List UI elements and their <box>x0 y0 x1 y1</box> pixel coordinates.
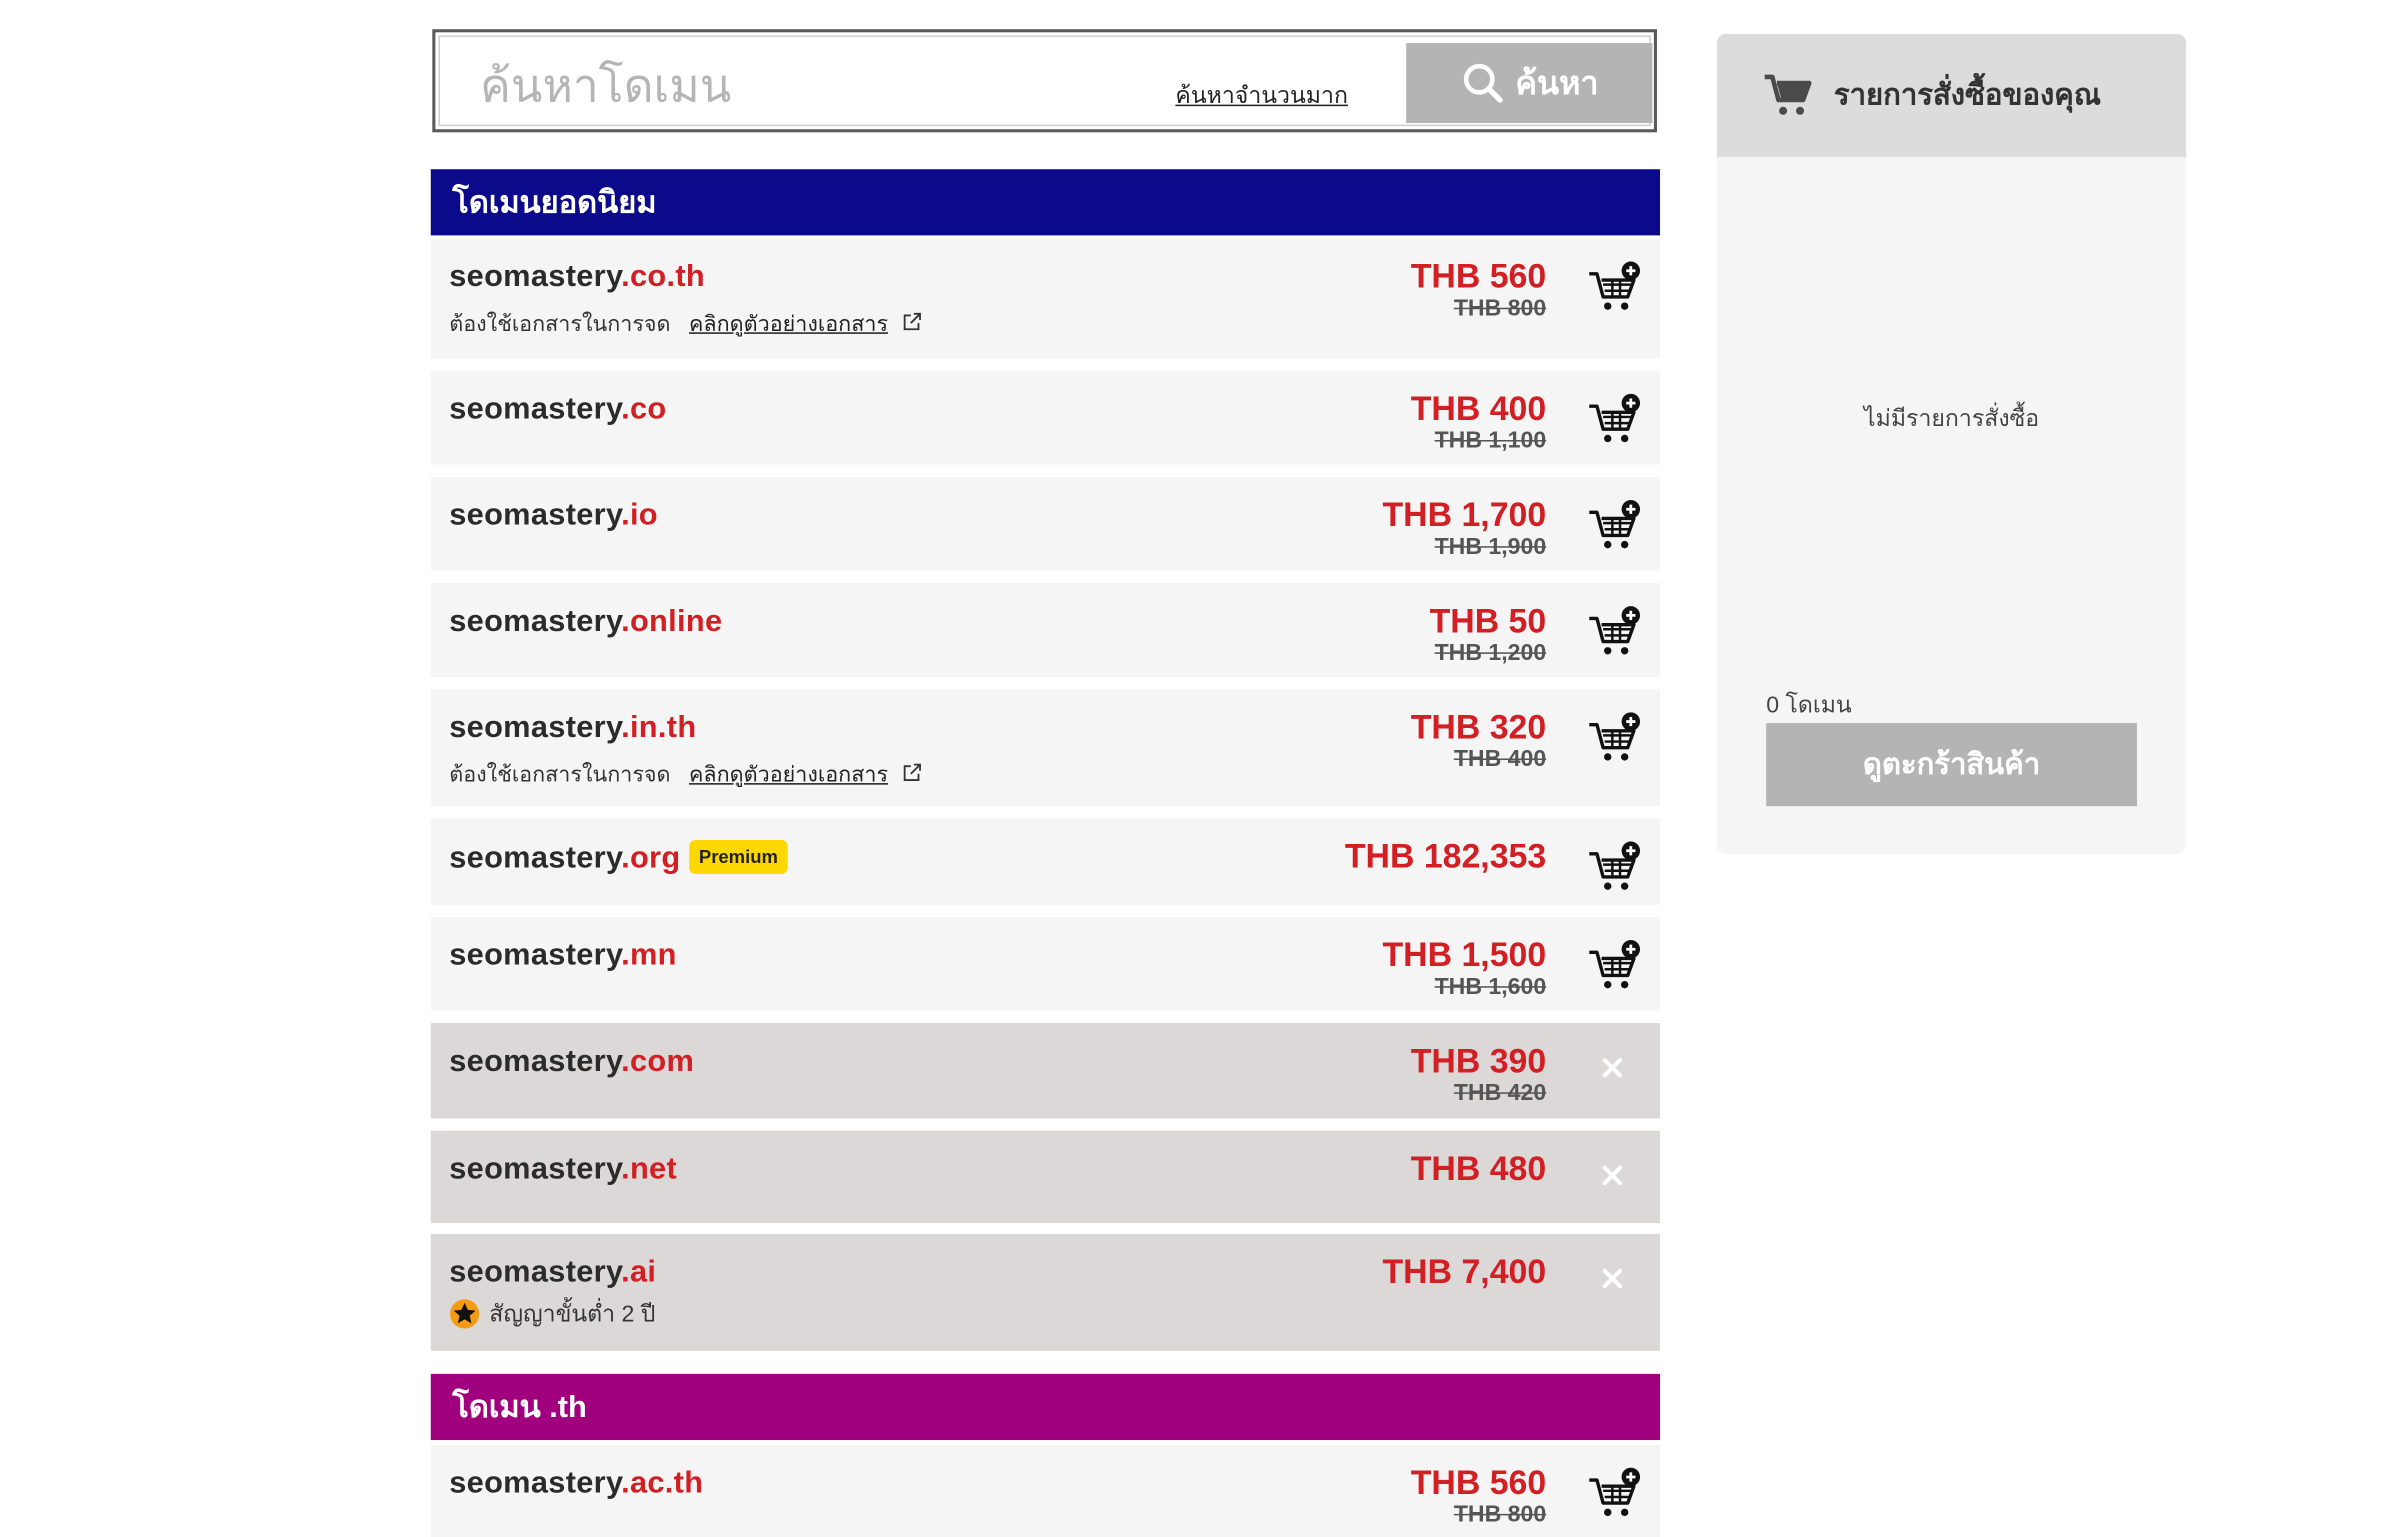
document-required-note <box>449 758 922 792</box>
domain-label: seomastery <box>449 604 622 639</box>
add-to-cart-icon[interactable] <box>1586 1466 1641 1521</box>
order-summary-panel <box>1717 34 2186 854</box>
add-to-cart-icon[interactable] <box>1586 840 1641 895</box>
price-block <box>1383 1252 1547 1292</box>
domain-search-box <box>432 29 1657 132</box>
original-price: THB 800 <box>1453 1501 1547 1528</box>
current-price: THB 390 <box>1410 1041 1547 1081</box>
domain-row <box>431 1234 1660 1351</box>
domain-name <box>449 938 677 973</box>
price-block <box>1383 935 1547 1000</box>
th-domains-header: โดเมน .th <box>431 1374 1660 1440</box>
price-block <box>1411 1149 1546 1189</box>
domain-row <box>431 1023 1660 1118</box>
document-required-note <box>449 308 922 342</box>
original-price: THB 400 <box>1453 746 1547 773</box>
original-price: THB 1,900 <box>1434 533 1547 561</box>
price-block <box>1411 708 1546 773</box>
original-price: THB 1,100 <box>1434 427 1547 454</box>
current-price: THB 50 <box>1429 601 1547 641</box>
domain-label: seomastery <box>449 1152 622 1187</box>
empty-cart-message: ไม่มีรายการสั่งซื้อ <box>1864 406 2040 433</box>
external-link-icon[interactable] <box>903 312 921 330</box>
domain-label: seomastery <box>449 841 622 876</box>
domain-label: seomastery <box>449 1466 622 1501</box>
add-to-cart-icon[interactable] <box>1586 392 1641 447</box>
add-to-cart-icon[interactable] <box>1586 498 1641 553</box>
domain-label: seomastery <box>449 392 622 427</box>
domain-name <box>449 1045 694 1080</box>
view-cart-button[interactable]: ดูตะกร้าสินค้า <box>1766 723 2137 806</box>
search-box-inner <box>438 35 1650 126</box>
domain-row <box>431 238 1660 358</box>
popular-domains-header: โดเมนยอดนิยม <box>431 169 1660 235</box>
add-to-cart-icon[interactable] <box>1586 260 1641 315</box>
minimum-term-text: สัญญาขั้นต่ำ 2 ปี <box>489 1301 656 1328</box>
domain-tld: .com <box>621 1044 695 1079</box>
domain-name <box>449 711 696 746</box>
domain-label: seomastery <box>449 498 622 533</box>
price-block <box>1345 837 1546 877</box>
search-button-label: ค้นหา <box>1515 65 1599 101</box>
domain-name <box>449 605 722 640</box>
domain-name <box>449 498 658 533</box>
current-price: THB 320 <box>1410 707 1547 747</box>
domain-row <box>431 1445 1660 1537</box>
current-price: THB 1,700 <box>1382 495 1547 534</box>
price-block <box>1411 1463 1546 1528</box>
external-link-icon[interactable] <box>903 763 921 781</box>
current-price: THB 560 <box>1410 256 1547 296</box>
current-price: THB 480 <box>1410 1149 1547 1188</box>
add-to-cart-icon[interactable] <box>1586 605 1641 660</box>
domain-row <box>431 689 1660 806</box>
domain-tld: .org <box>621 841 681 876</box>
unavailable-x-icon <box>1602 1268 1624 1290</box>
domain-name <box>449 392 666 427</box>
domain-label: seomastery <box>449 1255 622 1290</box>
domain-search-input[interactable] <box>477 55 1129 120</box>
cart-domain-count: 0 โดเมน <box>1766 692 1852 719</box>
search-button[interactable] <box>1406 43 1652 123</box>
document-sample-link[interactable]: คลิกดูตัวอย่างเอกสาร <box>688 761 889 787</box>
domain-row <box>431 1131 1660 1223</box>
domain-name <box>449 260 705 295</box>
price-block <box>1411 1042 1546 1107</box>
unavailable-x-icon <box>1602 1057 1624 1079</box>
domain-tld: .net <box>621 1152 678 1187</box>
search-icon <box>1460 60 1506 106</box>
star-icon <box>449 1298 480 1329</box>
domain-name <box>449 1152 677 1187</box>
domain-tld: .ac.th <box>621 1466 704 1501</box>
domain-row <box>431 371 1660 465</box>
order-summary-header <box>1717 34 2186 157</box>
original-price: THB 420 <box>1453 1080 1547 1107</box>
domain-label: seomastery <box>449 260 622 294</box>
domain-row <box>431 583 1660 677</box>
domain-row <box>431 477 1660 571</box>
add-to-cart-icon[interactable] <box>1586 938 1641 993</box>
premium-badge: Premium <box>690 840 787 874</box>
price-block <box>1383 495 1547 560</box>
domain-row <box>431 818 1660 904</box>
current-price: THB 560 <box>1410 1463 1547 1502</box>
original-price: THB 1,600 <box>1434 973 1547 1001</box>
original-price: THB 1,200 <box>1434 640 1547 667</box>
domain-label: seomastery <box>449 1044 622 1079</box>
current-price: THB 7,400 <box>1382 1252 1547 1291</box>
minimum-term-note <box>449 1295 655 1332</box>
price-block <box>1411 389 1546 454</box>
domain-tld: .online <box>621 604 723 639</box>
domain-tld: .io <box>621 498 658 533</box>
original-price: THB 800 <box>1453 295 1547 322</box>
domain-name <box>449 1255 656 1290</box>
domain-tld: .co <box>621 392 667 427</box>
current-price: THB 400 <box>1410 389 1547 428</box>
unavailable-x-icon <box>1602 1165 1624 1187</box>
domain-tld: .mn <box>621 938 677 973</box>
bulk-search-link[interactable]: ค้นหาจำนวนมาก <box>1175 83 1348 110</box>
order-summary-title: รายการสั่งซื้อของคุณ <box>1833 80 2101 113</box>
domain-label: seomastery <box>449 710 622 745</box>
domain-row <box>431 917 1660 1011</box>
domain-tld: .ai <box>621 1255 657 1290</box>
domain-label: seomastery <box>449 938 622 973</box>
current-price: THB 182,353 <box>1344 836 1547 876</box>
domain-tld: .co.th <box>621 260 705 294</box>
price-block <box>1430 602 1547 667</box>
document-sample-link[interactable]: คลิกดูตัวอย่างเอกสาร <box>688 310 889 336</box>
document-required-text: ต้องใช้เอกสารในการจด <box>449 310 671 336</box>
document-required-text: ต้องใช้เอกสารในการจด <box>449 761 671 787</box>
price-block <box>1411 257 1546 322</box>
add-to-cart-icon[interactable] <box>1586 711 1641 766</box>
domain-name <box>449 840 787 877</box>
current-price: THB 1,500 <box>1382 935 1547 974</box>
domain-name <box>449 1466 703 1501</box>
domain-tld: .in.th <box>621 710 697 745</box>
shopping-cart-icon <box>1763 72 1815 118</box>
